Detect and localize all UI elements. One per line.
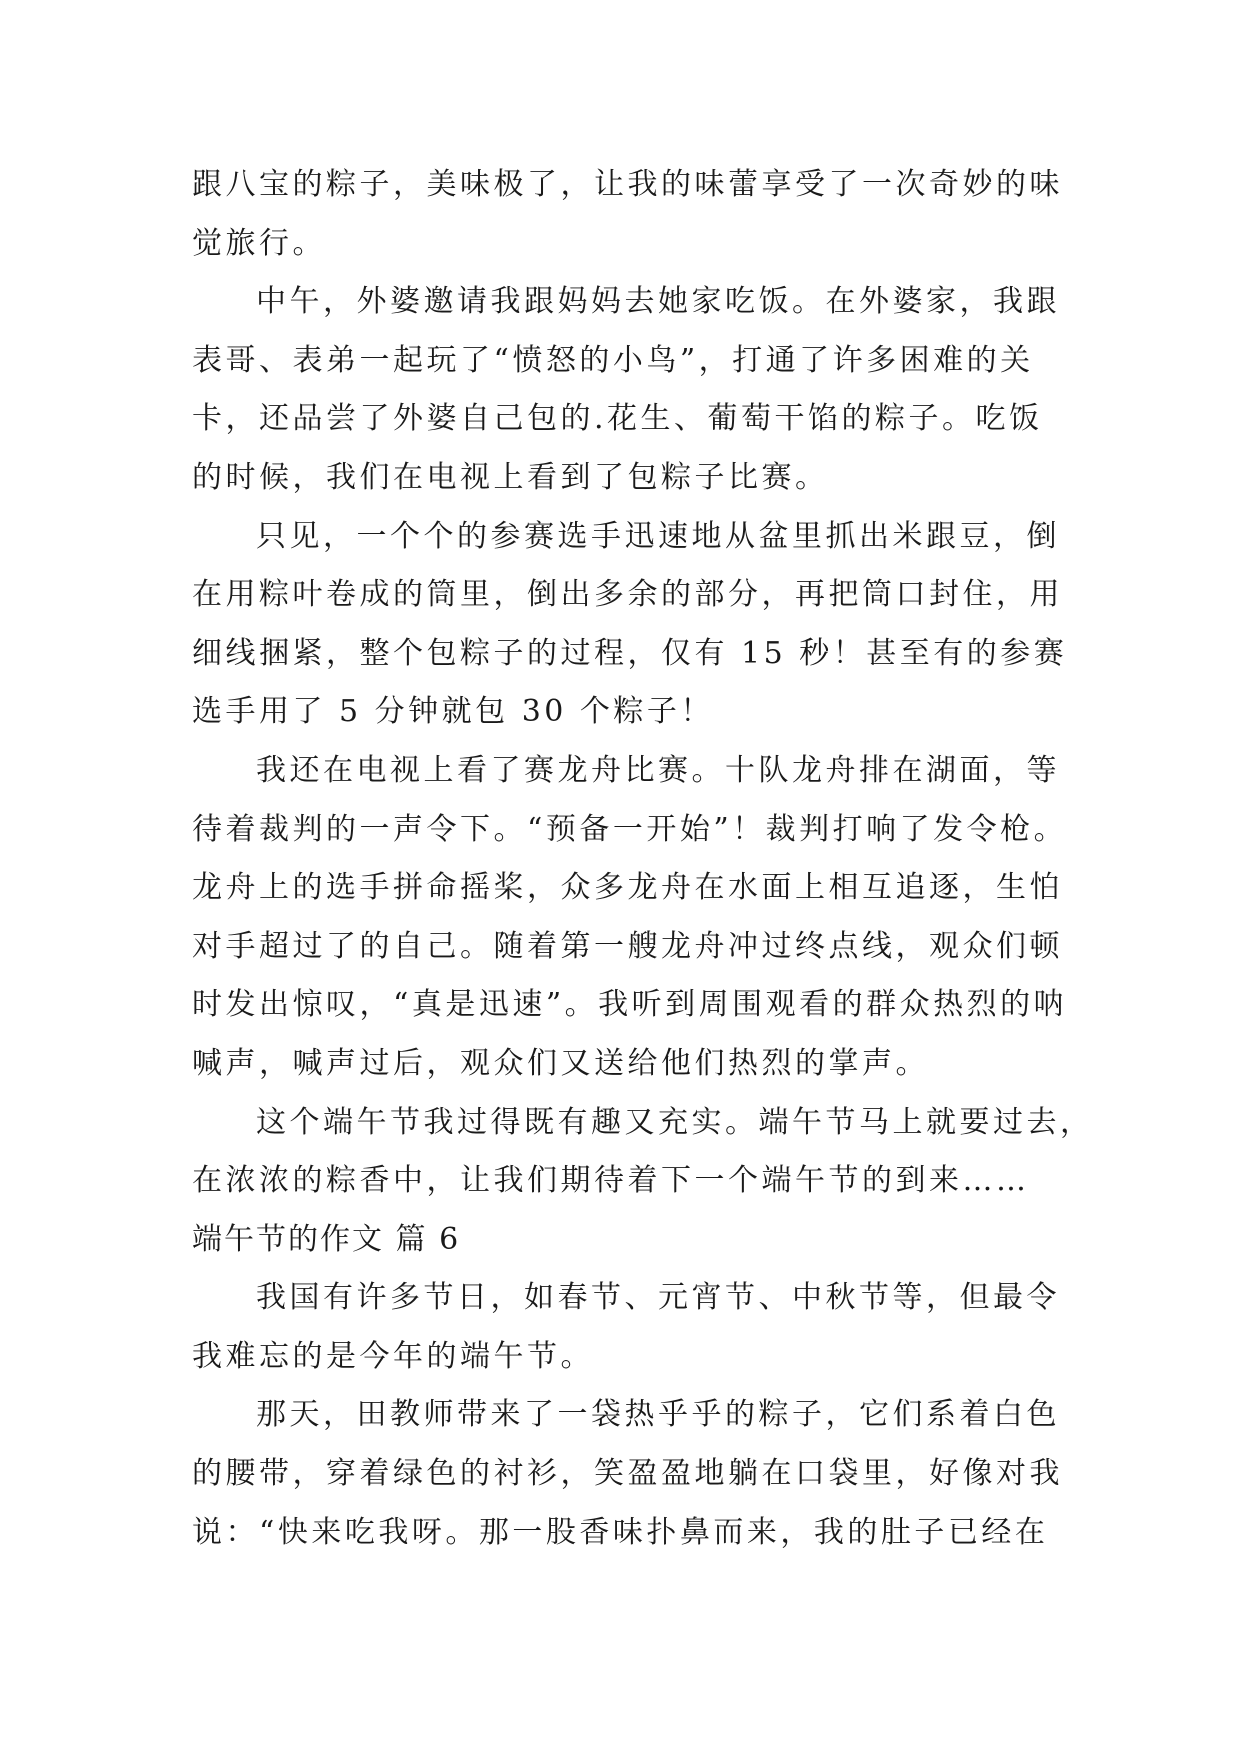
text-line: 我难忘的是今年的端午节。 <box>192 1338 594 1374</box>
paragraph-start-line: 这个端午节我过得既有趣又充实。端午节马上就要过去， <box>256 1104 1094 1140</box>
paragraph-start-line: 我还在电视上看了赛龙舟比赛。十队龙舟排在湖面，等 <box>256 752 1060 788</box>
text-line: 表哥、表弟一起玩了“愤怒的小鸟”，打通了许多困难的关 <box>192 342 1034 378</box>
text-line: 对手超过了的自己。随着第一艘龙舟冲过终点线，观众们顿 <box>192 928 1063 964</box>
text-line: 在用粽叶卷成的筒里，倒出多余的部分，再把筒口封住，用 <box>192 577 1063 613</box>
text-line: 在浓浓的粽香中，让我们期待着下一个端午节的到来…… <box>192 1163 1030 1199</box>
text-line: 喊声，喊声过后，观众们又送给他们热烈的掌声。 <box>192 1045 929 1081</box>
paragraph-start-line: 我国有许多节日，如春节、元宵节、中秋节等，但最令 <box>256 1280 1060 1316</box>
paragraph-start-line: 那天，田教师带来了一袋热乎乎的粽子，它们系着白色 <box>256 1397 1060 1433</box>
text-line: 觉旅行。 <box>192 225 326 261</box>
text-line: 卡，还品尝了外婆自己包的.花生、葡萄干馅的粽子。吃饭 <box>192 401 1043 437</box>
text-line: 细线捆紧，整个包粽子的过程，仅有 15 秒！甚至有的参赛 <box>192 635 1068 671</box>
text-line: 的腰带，穿着绿色的衬衫，笑盈盈地躺在口袋里，好像对我 <box>192 1456 1063 1492</box>
text-line: 时发出惊叹，“真是迅速”。我听到周围观看的群众热烈的呐 <box>192 987 1068 1023</box>
paragraph-start-line: 只见，一个个的参赛选手迅速地从盆里抓出米跟豆，倒 <box>256 518 1060 554</box>
document-body <box>192 156 1094 1562</box>
text-line: 说：“快来吃我呀。那一股香味扑鼻而来，我的肚子已经在 <box>192 1514 1049 1550</box>
paragraph-start-line: 中午，外婆邀请我跟妈妈去她家吃饭。在外婆家，我跟 <box>256 284 1060 320</box>
section-heading: 端午节的作文 篇 6 <box>192 1221 461 1257</box>
text-line: 待着裁判的一声令下。“预备一开始”！裁判打响了发令枪。 <box>192 811 1068 847</box>
text-line: 龙舟上的选手拼命摇桨，众多龙舟在水面上相互追逐，生怕 <box>192 870 1063 906</box>
text-line: 选手用了 5 分钟就包 30 个粽子！ <box>192 694 714 730</box>
text-line: 的时候，我们在电视上看到了包粽子比赛。 <box>192 459 829 495</box>
text-line: 跟八宝的粽子，美味极了，让我的味蕾享受了一次奇妙的味 <box>192 167 1063 202</box>
